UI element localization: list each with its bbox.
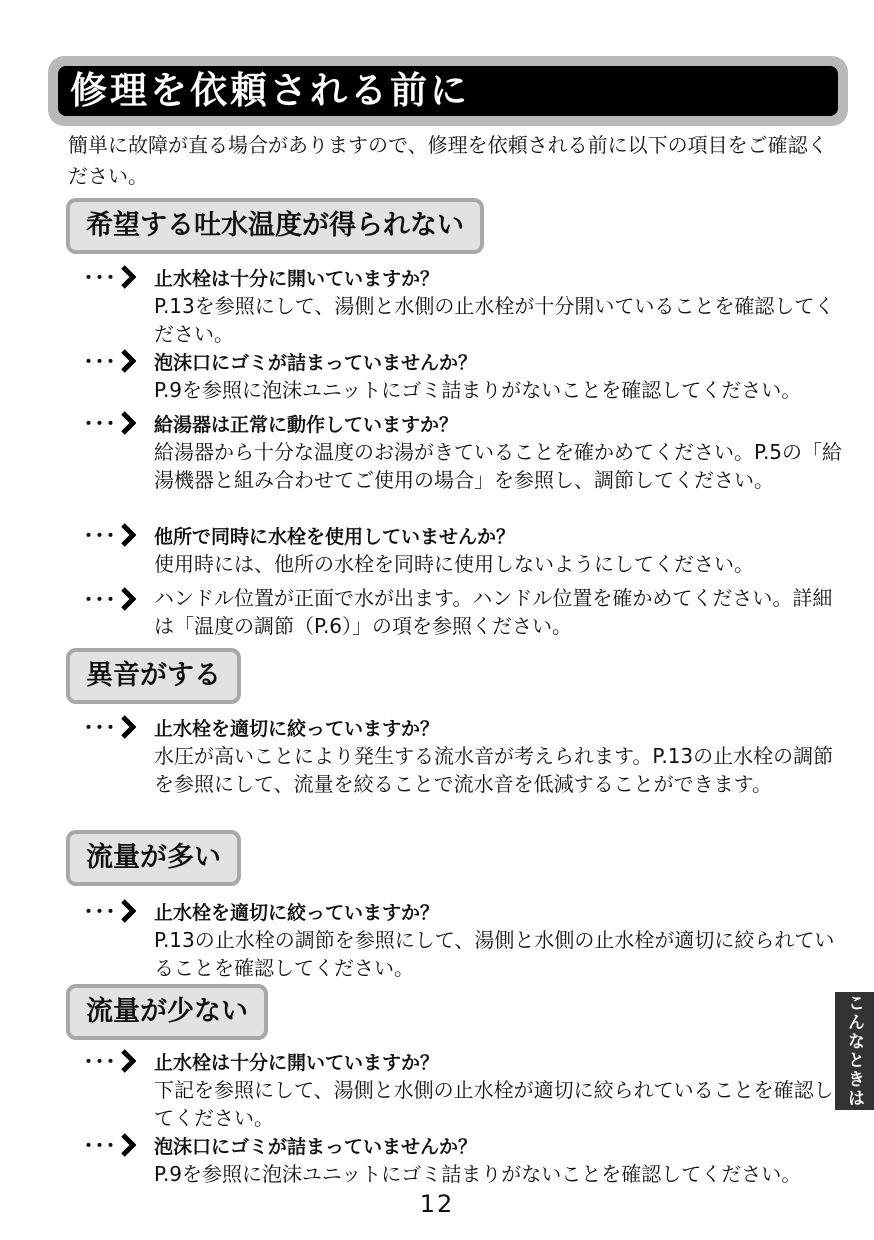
question-text: 止水栓を適切に絞っていますか？: [154, 717, 440, 740]
section-heading-noise: 異音がする: [66, 648, 241, 704]
page-number: 12: [419, 1190, 455, 1218]
intro-text: 簡単に故障が直る場合がありますので、修理を依頼される前に以下の項目をご確認ください。: [68, 133, 828, 188]
question-text: 泡沫口にゴミが詰まっていませんか？: [154, 351, 478, 374]
list-item: [84, 896, 844, 982]
bullet-arrow-icon: ･･･: [84, 898, 154, 924]
list-item: [84, 346, 844, 404]
list-item: [84, 1046, 844, 1132]
question-text: 止水栓を適切に絞っていますか？: [154, 901, 440, 924]
question-text: 止水栓は十分に開いていますか？: [154, 267, 440, 290]
answer-text: P.13の止水栓の調節を参照にして、湯側と水側の止水栓が適切に絞られていることを確認してください。: [154, 928, 835, 980]
bullet-arrow-icon: ･･･: [84, 1132, 154, 1158]
answer-text: 下記を参照にして、湯側と水側の止水栓が適切に絞られていることを確認してください。: [154, 1078, 834, 1130]
bullet-arrow-icon: ･･･: [84, 714, 154, 740]
question-text: 他所で同時に水栓を使用していませんか？: [154, 525, 516, 548]
bullet-arrow-icon: ･･･: [84, 348, 154, 374]
bullet-arrow-icon: ･･･: [84, 1048, 154, 1074]
bullet-arrow-icon: ･･･: [84, 410, 154, 436]
list-item: [84, 584, 844, 640]
answer-text: 使用時には、他所の水栓を同時に使用しないようにしてください。: [154, 552, 754, 576]
bullet-arrow-icon: ･･･: [84, 264, 154, 290]
answer-text: P.9を参照に泡沫ユニットにゴミ詰まりがないことを確認してください。: [154, 1162, 802, 1186]
list-item: [84, 408, 844, 494]
list-item: [84, 712, 844, 798]
answer-text: 水圧が高いことにより発生する流水音が考えられます。P.13の止水栓の調節を参照にして、流量を絞ることで流水音を低減することができます。: [154, 744, 834, 796]
section-heading-temperature: 希望する吐水温度が得られない: [66, 198, 484, 254]
question-text: 泡沫口にゴミが詰まっていませんか？: [154, 1135, 478, 1158]
bullet-arrow-icon: ･･･: [84, 522, 154, 548]
bullet-arrow-icon: ･･･: [84, 584, 154, 614]
question-text: 止水栓は十分に開いていますか？: [154, 1051, 440, 1074]
list-item: [84, 1130, 844, 1188]
answer-text: P.13を参照にして、湯側と水側の止水栓が十分開いていることを確認してください。: [154, 294, 835, 346]
answer-text: 給湯器から十分な温度のお湯がきていることを確かめてください。P.5の「給湯機器と組み合わせてご使用の場合」を参照し、調節してください。: [154, 440, 843, 492]
list-item: [84, 520, 844, 578]
section-heading-low-flow: 流量が少ない: [66, 984, 268, 1040]
title-banner: [48, 56, 848, 126]
question-text: 給湯器は正常に動作していますか？: [154, 413, 459, 436]
answer-text: P.9を参照に泡沫ユニットにゴミ詰まりがないことを確認してください。: [154, 378, 802, 402]
list-item: [84, 262, 844, 348]
side-index-tab[interactable]: こんなときは: [835, 992, 874, 1110]
section-heading-high-flow: 流量が多い: [66, 830, 241, 886]
page-title: 修理を依頼される前に: [58, 66, 838, 116]
answer-text: ハンドル位置が正面で水が出ます。ハンドル位置を確かめてください。詳細は「温度の調節（P.6）」の項を参照ください。: [154, 586, 833, 638]
